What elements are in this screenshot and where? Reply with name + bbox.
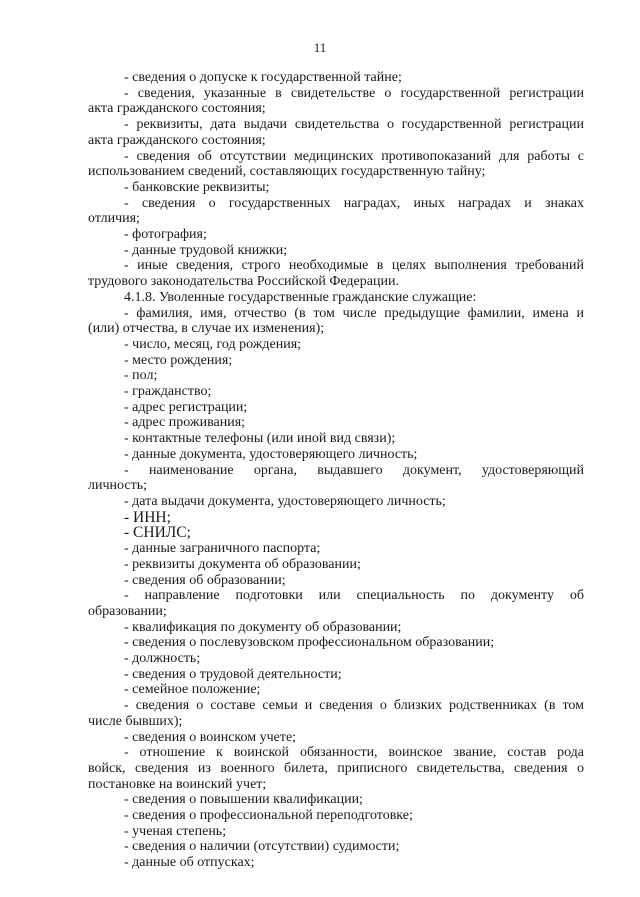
document-body	[88, 70, 584, 871]
text-line: - сведения о составе семьи и сведения о близких родственниках (в том	[124, 698, 584, 714]
text-line: (или) отчества, в случае их изменения);	[88, 321, 325, 337]
text-line: - пол;	[124, 368, 158, 384]
text-line: - квалификация по документу об образовании;	[124, 619, 402, 635]
text-line: отличия;	[88, 211, 140, 227]
text-line: войск, сведения из военного билета, приписного свидетельства, сведения о	[88, 760, 584, 776]
text-line: числе бывших);	[88, 713, 183, 729]
text-line: - сведения о трудовой деятельности;	[124, 666, 342, 682]
text-line: - сведения об отсутствии медицинских противопоказаний для работы с	[124, 148, 584, 164]
text-line: - сведения об образовании;	[124, 572, 286, 588]
text-line: - СНИЛС;	[124, 524, 191, 542]
text-line: 4.1.8. Уволенные государственные гражданские служащие:	[124, 289, 477, 305]
text-line: - число, месяц, год рождения;	[124, 336, 302, 352]
text-line: - данные об отпусках;	[124, 855, 255, 871]
page-number: 11	[313, 40, 327, 55]
text-line: - данные документа, удостоверяющего личность;	[124, 446, 418, 462]
text-line: акта гражданского состояния;	[88, 132, 266, 148]
text-line: - сведения о воинском учете;	[124, 729, 297, 745]
text-line: - ИНН;	[124, 508, 171, 526]
text-line: - сведения о допуске к государственной тайне;	[124, 70, 402, 85]
text-line: личность;	[88, 478, 147, 494]
text-line: - сведения о профессиональной переподготовке;	[124, 808, 413, 824]
text-line: - данные заграничного паспорта;	[124, 541, 321, 557]
text-line: - контактные телефоны (или иной вид связи);	[124, 431, 396, 447]
text-line: образовании;	[88, 603, 167, 619]
text-line: - сведения о наличии (отсутствии) судимости;	[124, 839, 400, 855]
text-line: - сведения, указанные в свидетельстве о государственной регистрации	[124, 85, 584, 101]
text-line: трудового законодательства Российской Федерации.	[88, 274, 399, 290]
text-line: постановке на воинский учет;	[88, 776, 267, 792]
text-line: - наименование органа, выдавшего документ, удостоверяющий	[124, 462, 584, 478]
text-line: - должность;	[124, 651, 201, 667]
text-line: акта гражданского состояния;	[88, 101, 266, 117]
text-line: - фамилия, имя, отчество (в том числе предыдущие фамилии, имена и	[124, 305, 584, 321]
text-line: - сведения о государственных наградах, иных наградах и знаках	[124, 195, 584, 211]
text-line: - сведения о повышении квалификации;	[124, 792, 363, 808]
text-line: использованием сведений, составляющих государственную тайну;	[88, 164, 486, 180]
text-line: - реквизиты, дата выдачи свидетельства о государственной регистрации	[124, 117, 584, 133]
text-line: - место рождения;	[124, 352, 233, 368]
text-line: - семейное положение;	[124, 682, 261, 698]
text-line: - направление подготовки или специальность по документу об	[124, 588, 584, 604]
text-line: - адрес регистрации;	[124, 399, 248, 415]
text-line: - иные сведения, строго необходимые в целях выполнения требований	[124, 258, 584, 274]
text-line: - сведения о послевузовском профессиональном образовании;	[124, 635, 495, 651]
text-line: - реквизиты документа об образовании;	[124, 556, 361, 572]
text-line: - отношение к воинской обязанности, воинское звание, состав рода	[124, 745, 584, 761]
text-line: - банковские реквизиты;	[124, 179, 270, 195]
text-line: - данные трудовой книжки;	[124, 242, 288, 258]
text-line: - адрес проживания;	[124, 415, 246, 431]
text-line: - гражданство;	[124, 384, 212, 400]
text-line: - дата выдачи документа, удостоверяющего личность;	[124, 493, 446, 509]
text-line: - фотография;	[124, 227, 207, 243]
text-line: - ученая степень;	[124, 823, 227, 839]
